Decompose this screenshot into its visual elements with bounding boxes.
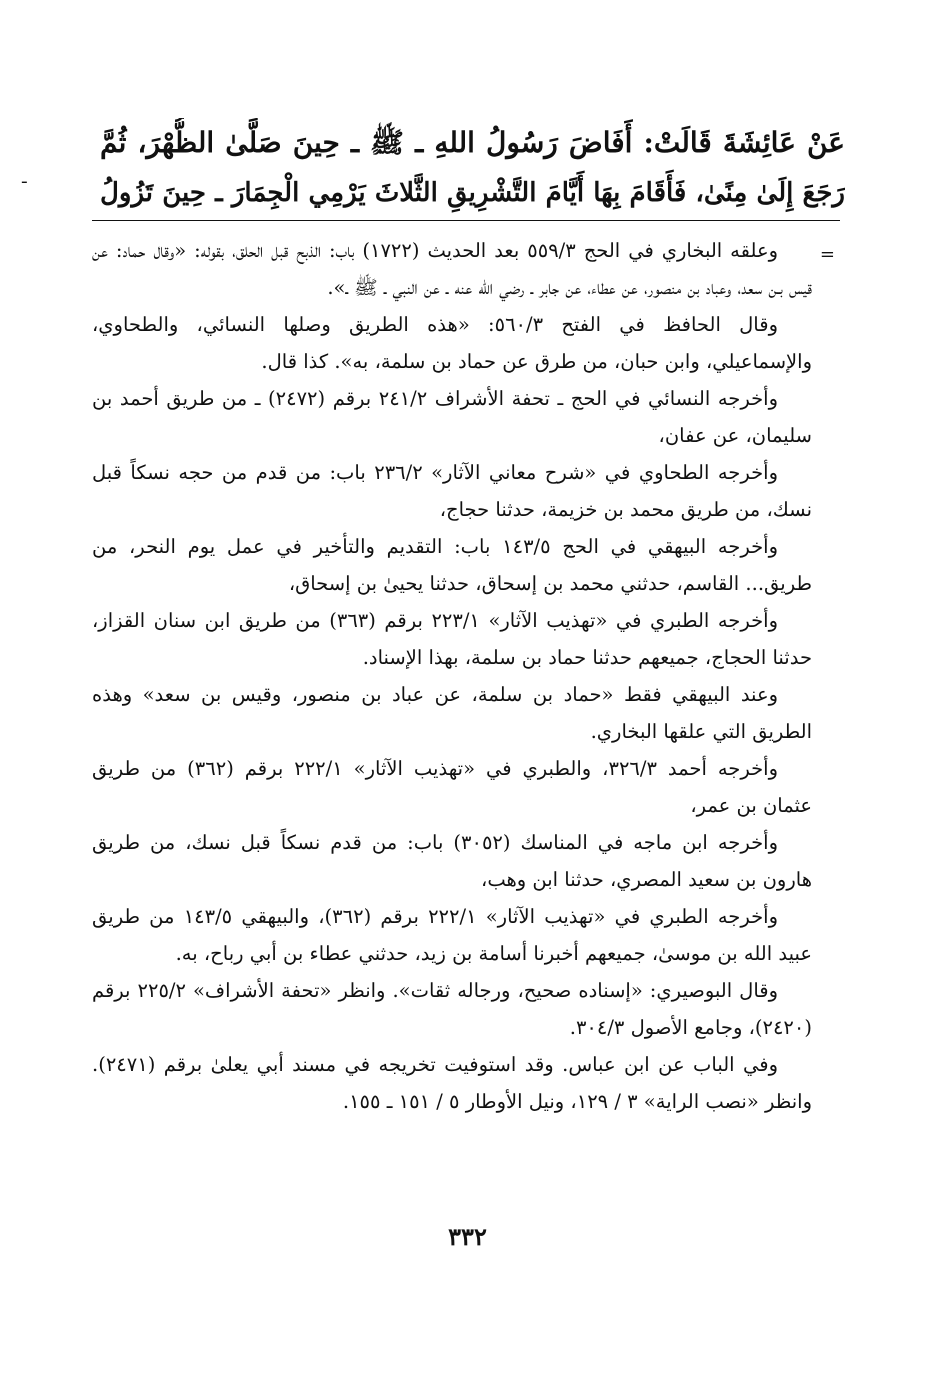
- footnote-paragraph: وقال البوصيري: «إسناده صحيح، ورجاله ثقات». وانظر «تحفة الأشراف» ٢٢٥/٢ برقم (٢٤٢٠)، وجامع الأصول ٣٠٤/٣.: [92, 979, 812, 1039]
- footnote-paragraph: وفي الباب عن ابن عباس. وقد استوفيت تخريجه في مسند أبي يعلىٰ برقم (٢٤٧١). وانظر «نصب الراية» ٣ / ١٢٩، ونيل الأوطار ٥ / ١٥١ ـ ١٥٥.: [92, 1053, 812, 1113]
- page-number: ٣٣٢: [448, 1222, 487, 1251]
- hadith-text: [100, 118, 845, 218]
- hadith-line-2: رَجَعَ إِلَىٰ مِنًىٰ، فَأَقَامَ بِهَا أَيَّامَ التَّشْرِيقِ الثَّلاثَ يَرْمِي الْجِمَارَ ـ حِينَ تَزُولُ: [100, 178, 845, 208]
- footnote-paragraph: وأخرجه أحمد ٣٢٦/٣، والطبري في «تهذيب الآثار» ٢٢٢/١ برقم (٣٦٢) من طريق عثمان بن عمر،: [92, 757, 812, 817]
- footnote-paragraph: وعند البيهقي فقط «حماد بن سلمة، عن عباد بن منصور، وقيس بن سعد» وهذه الطريق التي علقها البخاري.: [92, 683, 812, 743]
- footnote-paragraph: وأخرجه النسائي في الحج ـ تحفة الأشراف ٢٤١/٢ برقم (٢٤٧٢) ـ من طريق أحمد بن سليمان، عن عفان،: [92, 387, 812, 447]
- footnote-paragraph: وأخرجه البيهقي في الحج ١٤٣/٥ باب: التقديم والتأخير في عمل يوم النحر، من طريق... القاسم، حدثني محمد بن إسحاق، حدثنا يحيىٰ بن إسحاق،: [92, 535, 812, 595]
- footnote-continuation-mark: =: [819, 244, 835, 265]
- margin-mark: ـ: [22, 168, 27, 187]
- footnote-paragraph: وأخرجه الطبري في «تهذيب الآثار» ٢٢٣/١ برقم (٣٦٣) من طريق ابن سنان القزاز، حدثنا الحجاج، جميعهم حدثنا حماد بن سلمة، بهذا الإسناد.: [92, 609, 812, 669]
- footnote-paragraph: وأخرجه الطبري في «تهذيب الآثار» ٢٢٢/١ برقم (٣٦٢)، والبيهقي ١٤٣/٥ من طريق عبيد الله بن موسىٰ، جميعهم أخبرنا أسامة بن زيد، حدثني عطاء بن أبي رباح، به.: [92, 905, 812, 965]
- footnote-paragraph: وعلقه البخاري في الحج ٥٥٩/٣ بعد الحديث (١٧٢٢) باب: الذبح قبل الحلق، بقوله: «وقال حماد: عن قيس بـن سعد، وعباد بن منصور، عن عطاء، عن جابر ـ رضي الله عنه ـ عن النبي ـ ﷺ ـ».: [92, 239, 812, 299]
- hadith-line-1: عَنْ عَائِشَةَ قَالَتْ: أَفَاضَ رَسُولُ اللهِ ـ ﷺ ـ حِينَ صَلَّىٰ الظُّهْرَ، ثُمَّ: [100, 126, 845, 159]
- footnote-separator: [92, 220, 840, 221]
- footnote-paragraph: وأخرجه الطحاوي في «شرح معاني الآثار» ٢٣٦/٢ باب: من قدم من حجه نسكاً قبل نسك، من طريق محمد بن خزيمة، حدثنا حجاج،: [92, 461, 812, 521]
- footnotes: [92, 232, 812, 1120]
- footnote-paragraph: وأخرجه ابن ماجه في المناسك (٣٠٥٢) باب: من قدم نسكاً قبل نسك، من طريق هارون بن سعيد المصري، حدثنا ابن وهب،: [92, 831, 812, 891]
- footnote-paragraph: وقال الحافظ في الفتح ٥٦٠/٣: «هذه الطريق وصلها النسائي، والطحاوي، والإسماعيلي، وابن حبان، من طرق عن حماد بن سلمة، به». كذا قال.: [92, 313, 812, 373]
